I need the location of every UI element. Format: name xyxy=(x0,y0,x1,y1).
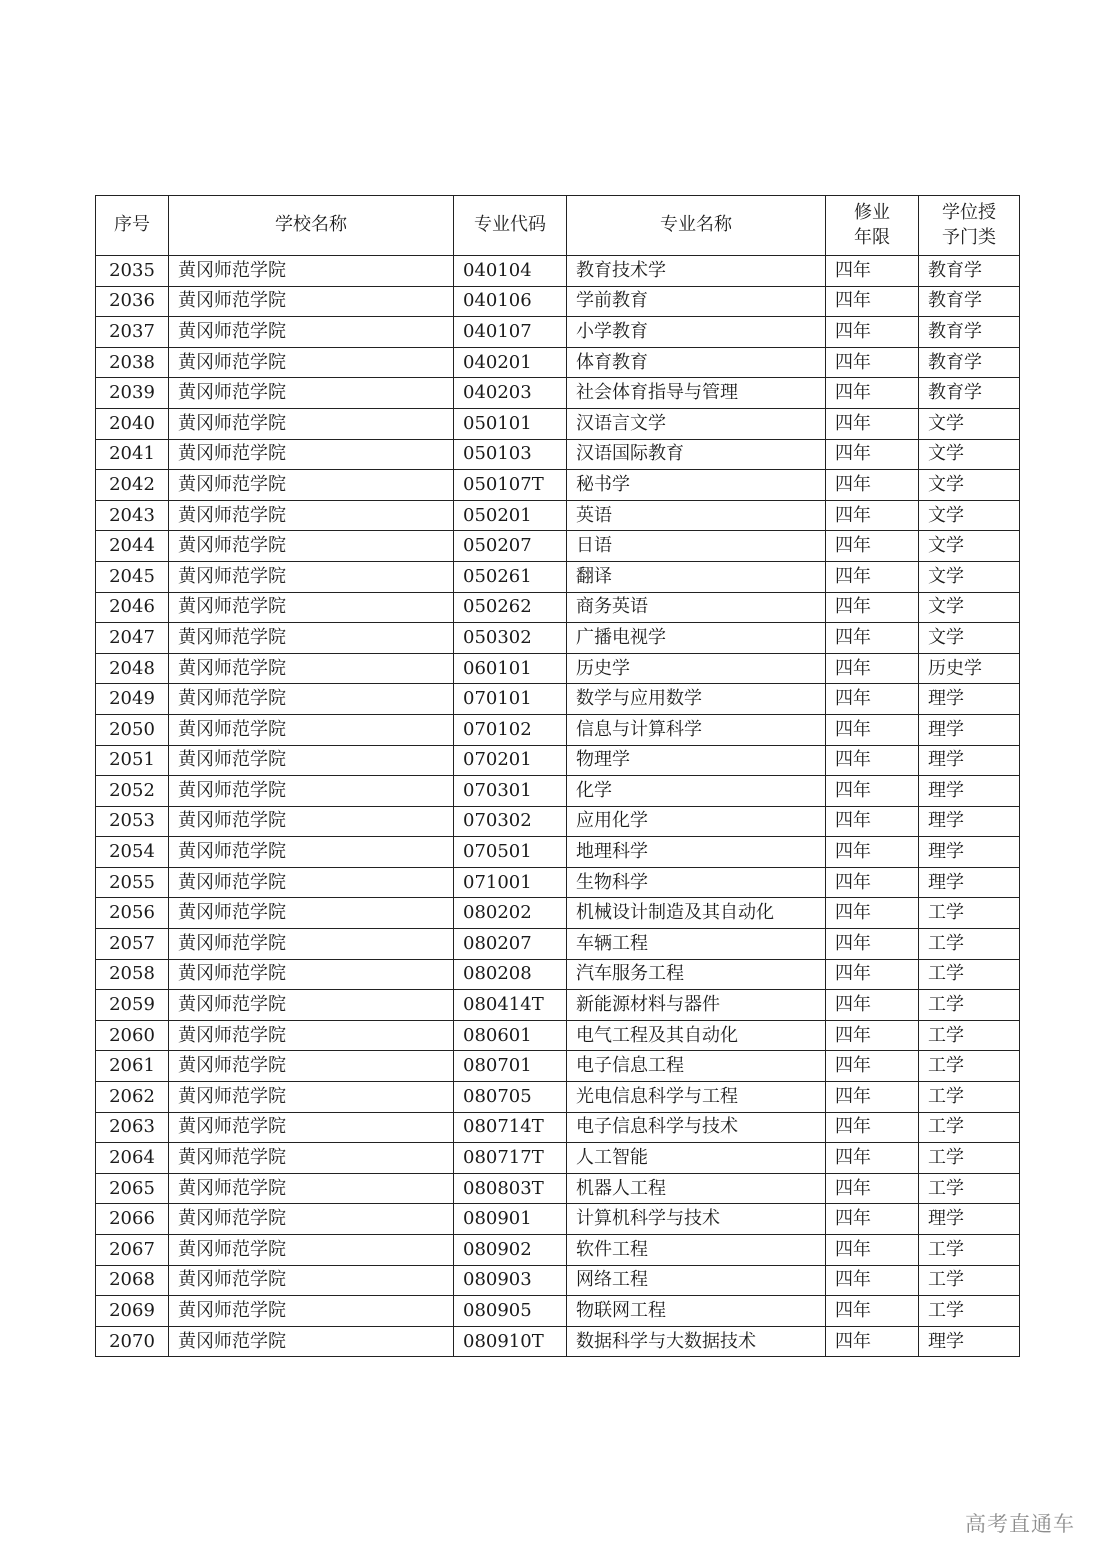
cell-no: 2042 xyxy=(96,470,169,501)
cell-code: 070301 xyxy=(454,776,567,807)
table-row xyxy=(96,439,1020,470)
cell-major: 车辆工程 xyxy=(567,929,826,960)
cell-school: 黄冈师范学院 xyxy=(169,500,454,531)
cell-no: 2062 xyxy=(96,1082,169,1113)
cell-category: 工学 xyxy=(919,959,1020,990)
header-school: 学校名称 xyxy=(169,196,454,256)
cell-major: 秘书学 xyxy=(567,470,826,501)
cell-school: 黄冈师范学院 xyxy=(169,1204,454,1235)
cell-category: 工学 xyxy=(919,990,1020,1021)
cell-major: 机器人工程 xyxy=(567,1173,826,1204)
table-row xyxy=(96,347,1020,378)
cell-major: 计算机科学与技术 xyxy=(567,1204,826,1235)
cell-years: 四年 xyxy=(826,1326,919,1357)
cell-code: 040201 xyxy=(454,347,567,378)
header-row xyxy=(96,196,1020,256)
table-row xyxy=(96,653,1020,684)
cell-category: 理学 xyxy=(919,684,1020,715)
cell-no: 2054 xyxy=(96,837,169,868)
cell-no: 2047 xyxy=(96,623,169,654)
table-row xyxy=(96,1143,1020,1174)
cell-code: 080902 xyxy=(454,1235,567,1266)
cell-no: 2063 xyxy=(96,1112,169,1143)
cell-code: 080905 xyxy=(454,1296,567,1327)
cell-school: 黄冈师范学院 xyxy=(169,1173,454,1204)
cell-school: 黄冈师范学院 xyxy=(169,745,454,776)
watermark-text: 高考直通车 xyxy=(965,1512,1075,1536)
cell-category: 文学 xyxy=(919,561,1020,592)
cell-major: 日语 xyxy=(567,531,826,562)
cell-major: 数据科学与大数据技术 xyxy=(567,1326,826,1357)
cell-category: 文学 xyxy=(919,500,1020,531)
cell-school: 黄冈师范学院 xyxy=(169,684,454,715)
cell-major: 学前教育 xyxy=(567,286,826,317)
header-category-text: 学位授予门类 xyxy=(941,202,996,248)
cell-code: 080208 xyxy=(454,959,567,990)
table-row xyxy=(96,286,1020,317)
cell-category: 工学 xyxy=(919,929,1020,960)
cell-school: 黄冈师范学院 xyxy=(169,898,454,929)
cell-school: 黄冈师范学院 xyxy=(169,256,454,287)
cell-major: 物理学 xyxy=(567,745,826,776)
table-row xyxy=(96,470,1020,501)
header-major: 专业名称 xyxy=(567,196,826,256)
cell-years: 四年 xyxy=(826,1204,919,1235)
cell-years: 四年 xyxy=(826,500,919,531)
cell-no: 2037 xyxy=(96,317,169,348)
cell-years: 四年 xyxy=(826,714,919,745)
cell-no: 2046 xyxy=(96,592,169,623)
cell-school: 黄冈师范学院 xyxy=(169,1326,454,1357)
table-row xyxy=(96,500,1020,531)
cell-code: 040107 xyxy=(454,317,567,348)
cell-code: 071001 xyxy=(454,867,567,898)
cell-years: 四年 xyxy=(826,867,919,898)
cell-no: 2061 xyxy=(96,1051,169,1082)
cell-major: 历史学 xyxy=(567,653,826,684)
cell-category: 工学 xyxy=(919,1143,1020,1174)
cell-school: 黄冈师范学院 xyxy=(169,929,454,960)
cell-years: 四年 xyxy=(826,531,919,562)
table-row xyxy=(96,1265,1020,1296)
cell-years: 四年 xyxy=(826,1235,919,1266)
table-row xyxy=(96,256,1020,287)
cell-major: 信息与计算科学 xyxy=(567,714,826,745)
table-row xyxy=(96,745,1020,776)
cell-no: 2057 xyxy=(96,929,169,960)
cell-category: 文学 xyxy=(919,408,1020,439)
cell-years: 四年 xyxy=(826,959,919,990)
cell-school: 黄冈师范学院 xyxy=(169,653,454,684)
cell-code: 070201 xyxy=(454,745,567,776)
table-row xyxy=(96,1296,1020,1327)
cell-category: 理学 xyxy=(919,745,1020,776)
cell-code: 080901 xyxy=(454,1204,567,1235)
cell-no: 2041 xyxy=(96,439,169,470)
table-row xyxy=(96,1235,1020,1266)
cell-category: 工学 xyxy=(919,1112,1020,1143)
cell-major: 网络工程 xyxy=(567,1265,826,1296)
cell-major: 人工智能 xyxy=(567,1143,826,1174)
cell-years: 四年 xyxy=(826,1143,919,1174)
cell-major: 教育技术学 xyxy=(567,256,826,287)
cell-no: 2070 xyxy=(96,1326,169,1357)
cell-code: 050261 xyxy=(454,561,567,592)
cell-no: 2051 xyxy=(96,745,169,776)
cell-code: 080705 xyxy=(454,1082,567,1113)
cell-category: 文学 xyxy=(919,531,1020,562)
cell-school: 黄冈师范学院 xyxy=(169,286,454,317)
cell-years: 四年 xyxy=(826,1173,919,1204)
cell-years: 四年 xyxy=(826,378,919,409)
cell-category: 工学 xyxy=(919,1082,1020,1113)
cell-years: 四年 xyxy=(826,898,919,929)
table-row xyxy=(96,806,1020,837)
cell-no: 2035 xyxy=(96,256,169,287)
cell-no: 2036 xyxy=(96,286,169,317)
cell-category: 教育学 xyxy=(919,256,1020,287)
table-header xyxy=(96,196,1020,256)
cell-years: 四年 xyxy=(826,806,919,837)
cell-years: 四年 xyxy=(826,561,919,592)
cell-code: 050201 xyxy=(454,500,567,531)
table-row xyxy=(96,714,1020,745)
cell-category: 历史学 xyxy=(919,653,1020,684)
cell-code: 040106 xyxy=(454,286,567,317)
table-row xyxy=(96,378,1020,409)
cell-code: 080601 xyxy=(454,1020,567,1051)
cell-category: 理学 xyxy=(919,867,1020,898)
cell-category: 教育学 xyxy=(919,378,1020,409)
table-row xyxy=(96,1326,1020,1357)
cell-school: 黄冈师范学院 xyxy=(169,1235,454,1266)
cell-major: 新能源材料与器件 xyxy=(567,990,826,1021)
cell-major: 电气工程及其自动化 xyxy=(567,1020,826,1051)
cell-school: 黄冈师范学院 xyxy=(169,561,454,592)
cell-major: 电子信息工程 xyxy=(567,1051,826,1082)
cell-category: 文学 xyxy=(919,470,1020,501)
cell-years: 四年 xyxy=(826,776,919,807)
table-row xyxy=(96,1051,1020,1082)
cell-code: 070102 xyxy=(454,714,567,745)
cell-category: 文学 xyxy=(919,623,1020,654)
cell-major: 软件工程 xyxy=(567,1235,826,1266)
cell-school: 黄冈师范学院 xyxy=(169,317,454,348)
cell-category: 教育学 xyxy=(919,347,1020,378)
cell-school: 黄冈师范学院 xyxy=(169,378,454,409)
table-row xyxy=(96,990,1020,1021)
cell-no: 2055 xyxy=(96,867,169,898)
cell-no: 2059 xyxy=(96,990,169,1021)
cell-category: 理学 xyxy=(919,837,1020,868)
cell-school: 黄冈师范学院 xyxy=(169,806,454,837)
cell-no: 2064 xyxy=(96,1143,169,1174)
cell-code: 050262 xyxy=(454,592,567,623)
cell-code: 070101 xyxy=(454,684,567,715)
cell-category: 工学 xyxy=(919,1265,1020,1296)
program-table xyxy=(95,195,1020,1357)
cell-school: 黄冈师范学院 xyxy=(169,1082,454,1113)
cell-no: 2056 xyxy=(96,898,169,929)
cell-category: 理学 xyxy=(919,1204,1020,1235)
cell-code: 040203 xyxy=(454,378,567,409)
cell-years: 四年 xyxy=(826,592,919,623)
cell-category: 文学 xyxy=(919,592,1020,623)
cell-school: 黄冈师范学院 xyxy=(169,776,454,807)
cell-school: 黄冈师范学院 xyxy=(169,470,454,501)
table-row xyxy=(96,867,1020,898)
cell-code: 080910T xyxy=(454,1326,567,1357)
cell-no: 2065 xyxy=(96,1173,169,1204)
cell-code: 080207 xyxy=(454,929,567,960)
header-no: 序号 xyxy=(96,196,169,256)
table-row xyxy=(96,1173,1020,1204)
cell-code: 050101 xyxy=(454,408,567,439)
cell-years: 四年 xyxy=(826,1051,919,1082)
table-row xyxy=(96,1204,1020,1235)
cell-category: 工学 xyxy=(919,1051,1020,1082)
cell-years: 四年 xyxy=(826,1265,919,1296)
cell-school: 黄冈师范学院 xyxy=(169,714,454,745)
cell-no: 2038 xyxy=(96,347,169,378)
cell-years: 四年 xyxy=(826,929,919,960)
cell-no: 2050 xyxy=(96,714,169,745)
cell-major: 汽车服务工程 xyxy=(567,959,826,990)
header-years-text: 修业年限 xyxy=(854,202,890,248)
table-row xyxy=(96,1020,1020,1051)
cell-school: 黄冈师范学院 xyxy=(169,592,454,623)
cell-major: 化学 xyxy=(567,776,826,807)
table-body xyxy=(96,256,1020,1357)
table-row xyxy=(96,837,1020,868)
header-years xyxy=(826,196,919,256)
header-category xyxy=(919,196,1020,256)
cell-school: 黄冈师范学院 xyxy=(169,408,454,439)
cell-code: 040104 xyxy=(454,256,567,287)
cell-code: 060101 xyxy=(454,653,567,684)
cell-major: 生物科学 xyxy=(567,867,826,898)
cell-category: 教育学 xyxy=(919,286,1020,317)
table-row xyxy=(96,592,1020,623)
cell-major: 物联网工程 xyxy=(567,1296,826,1327)
table-row xyxy=(96,1112,1020,1143)
cell-major: 汉语国际教育 xyxy=(567,439,826,470)
cell-category: 工学 xyxy=(919,898,1020,929)
cell-years: 四年 xyxy=(826,837,919,868)
cell-major: 社会体育指导与管理 xyxy=(567,378,826,409)
table-row xyxy=(96,959,1020,990)
cell-category: 工学 xyxy=(919,1235,1020,1266)
cell-code: 050103 xyxy=(454,439,567,470)
cell-major: 机械设计制造及其自动化 xyxy=(567,898,826,929)
cell-major: 英语 xyxy=(567,500,826,531)
cell-code: 080701 xyxy=(454,1051,567,1082)
cell-code: 050107T xyxy=(454,470,567,501)
cell-major: 电子信息科学与技术 xyxy=(567,1112,826,1143)
cell-years: 四年 xyxy=(826,439,919,470)
cell-years: 四年 xyxy=(826,745,919,776)
cell-years: 四年 xyxy=(826,286,919,317)
cell-years: 四年 xyxy=(826,623,919,654)
cell-no: 2067 xyxy=(96,1235,169,1266)
cell-years: 四年 xyxy=(826,1020,919,1051)
table-row xyxy=(96,623,1020,654)
cell-years: 四年 xyxy=(826,684,919,715)
cell-major: 地理科学 xyxy=(567,837,826,868)
table-row xyxy=(96,898,1020,929)
cell-school: 黄冈师范学院 xyxy=(169,1051,454,1082)
header-code: 专业代码 xyxy=(454,196,567,256)
cell-no: 2049 xyxy=(96,684,169,715)
cell-school: 黄冈师范学院 xyxy=(169,347,454,378)
cell-no: 2068 xyxy=(96,1265,169,1296)
table-row xyxy=(96,561,1020,592)
cell-years: 四年 xyxy=(826,1082,919,1113)
cell-major: 应用化学 xyxy=(567,806,826,837)
cell-major: 翻译 xyxy=(567,561,826,592)
cell-code: 050207 xyxy=(454,531,567,562)
cell-years: 四年 xyxy=(826,317,919,348)
cell-category: 工学 xyxy=(919,1296,1020,1327)
cell-years: 四年 xyxy=(826,1296,919,1327)
cell-category: 理学 xyxy=(919,1326,1020,1357)
cell-code: 080202 xyxy=(454,898,567,929)
cell-code: 080903 xyxy=(454,1265,567,1296)
cell-major: 光电信息科学与工程 xyxy=(567,1082,826,1113)
cell-years: 四年 xyxy=(826,990,919,1021)
cell-no: 2053 xyxy=(96,806,169,837)
cell-years: 四年 xyxy=(826,653,919,684)
table-row xyxy=(96,408,1020,439)
cell-school: 黄冈师范学院 xyxy=(169,837,454,868)
cell-no: 2045 xyxy=(96,561,169,592)
cell-no: 2060 xyxy=(96,1020,169,1051)
cell-school: 黄冈师范学院 xyxy=(169,439,454,470)
cell-no: 2048 xyxy=(96,653,169,684)
cell-code: 080414T xyxy=(454,990,567,1021)
cell-major: 体育教育 xyxy=(567,347,826,378)
cell-years: 四年 xyxy=(826,408,919,439)
cell-category: 教育学 xyxy=(919,317,1020,348)
cell-category: 文学 xyxy=(919,439,1020,470)
cell-major: 广播电视学 xyxy=(567,623,826,654)
cell-years: 四年 xyxy=(826,470,919,501)
cell-years: 四年 xyxy=(826,1112,919,1143)
cell-years: 四年 xyxy=(826,347,919,378)
cell-school: 黄冈师范学院 xyxy=(169,867,454,898)
cell-code: 070302 xyxy=(454,806,567,837)
cell-no: 2069 xyxy=(96,1296,169,1327)
cell-school: 黄冈师范学院 xyxy=(169,959,454,990)
cell-code: 050302 xyxy=(454,623,567,654)
cell-school: 黄冈师范学院 xyxy=(169,531,454,562)
cell-no: 2043 xyxy=(96,500,169,531)
cell-school: 黄冈师范学院 xyxy=(169,1020,454,1051)
cell-school: 黄冈师范学院 xyxy=(169,1265,454,1296)
cell-no: 2052 xyxy=(96,776,169,807)
cell-code: 080717T xyxy=(454,1143,567,1174)
cell-code: 080803T xyxy=(454,1173,567,1204)
cell-no: 2039 xyxy=(96,378,169,409)
cell-no: 2066 xyxy=(96,1204,169,1235)
cell-years: 四年 xyxy=(826,256,919,287)
cell-major: 小学教育 xyxy=(567,317,826,348)
cell-category: 工学 xyxy=(919,1020,1020,1051)
cell-major: 汉语言文学 xyxy=(567,408,826,439)
cell-code: 070501 xyxy=(454,837,567,868)
table-row xyxy=(96,531,1020,562)
table-row xyxy=(96,776,1020,807)
cell-school: 黄冈师范学院 xyxy=(169,1112,454,1143)
cell-code: 080714T xyxy=(454,1112,567,1143)
cell-category: 理学 xyxy=(919,776,1020,807)
cell-major: 数学与应用数学 xyxy=(567,684,826,715)
cell-school: 黄冈师范学院 xyxy=(169,1296,454,1327)
table-row xyxy=(96,684,1020,715)
cell-no: 2044 xyxy=(96,531,169,562)
cell-school: 黄冈师范学院 xyxy=(169,623,454,654)
table-row xyxy=(96,1082,1020,1113)
cell-no: 2040 xyxy=(96,408,169,439)
cell-no: 2058 xyxy=(96,959,169,990)
table-row xyxy=(96,929,1020,960)
cell-major: 商务英语 xyxy=(567,592,826,623)
cell-category: 理学 xyxy=(919,714,1020,745)
cell-school: 黄冈师范学院 xyxy=(169,1143,454,1174)
cell-school: 黄冈师范学院 xyxy=(169,990,454,1021)
cell-category: 工学 xyxy=(919,1173,1020,1204)
table-row xyxy=(96,317,1020,348)
cell-category: 理学 xyxy=(919,806,1020,837)
